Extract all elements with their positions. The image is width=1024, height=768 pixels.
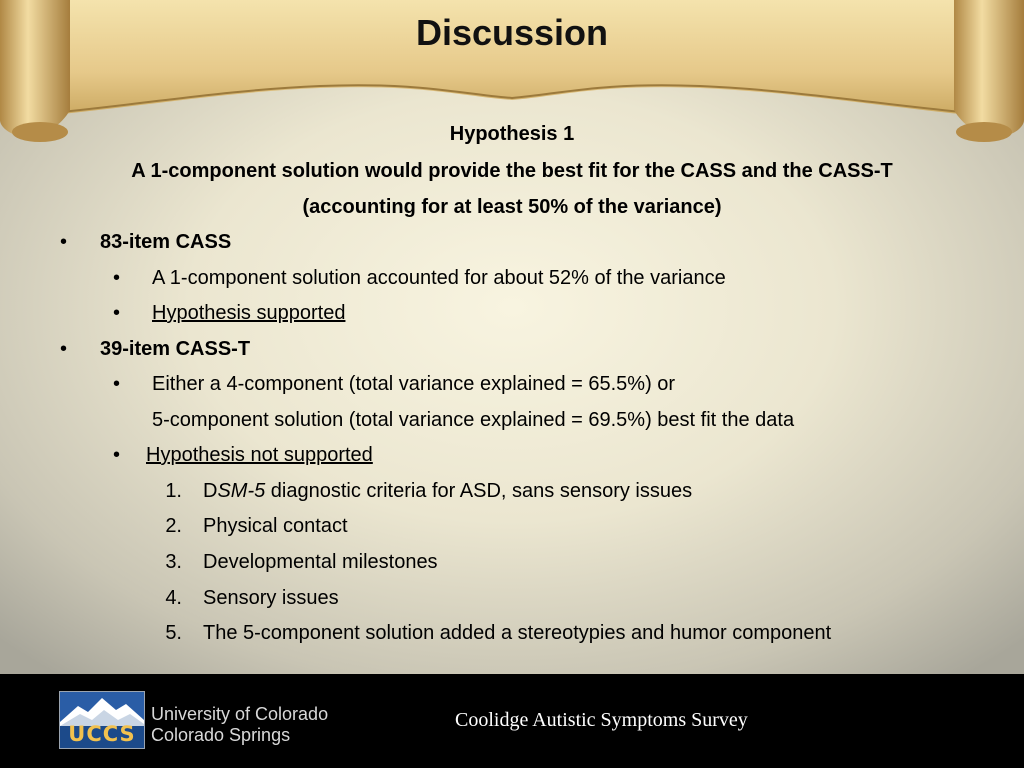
numbered-item-prefix: D xyxy=(203,480,218,502)
footer-bar xyxy=(0,674,1024,768)
dsm-5-italic: SM-5 xyxy=(217,480,266,502)
hypothesis-supported-text: Hypothesis supported xyxy=(152,302,346,324)
bullet-icon: • xyxy=(113,267,121,289)
section-label-cass: 83-item CASS xyxy=(100,231,232,253)
list-item-continuation: 5-component solution (total variance explained = 69.5%) best fit the data xyxy=(152,409,795,431)
list-item: Either a 4-component (total variance explained = 65.5%) or xyxy=(152,373,676,395)
list-number: 5. xyxy=(165,622,182,644)
slide-title: Discussion xyxy=(415,12,609,53)
list-number: 3. xyxy=(165,551,182,573)
bullet-icon: • xyxy=(60,231,68,253)
list-item: A 1-component solution accounted for about 52% of the variance xyxy=(152,267,726,289)
bullet-icon: • xyxy=(113,373,121,395)
list-number: 1. xyxy=(165,480,182,502)
hypothesis-statement-line-2: (accounting for at least 50% of the variance) xyxy=(302,196,722,218)
hypothesis-statement-line-1: A 1-component solution would provide the best fit for the CASS and the CASS-T xyxy=(131,160,893,182)
numbered-item: Developmental milestones xyxy=(203,551,438,573)
university-name-line-1: University of Colorado xyxy=(151,704,329,724)
numbered-item: The 5-component solution added a stereotypies and humor component xyxy=(203,622,832,644)
list-number: 2. xyxy=(165,515,182,537)
section-label-cass-t: 39-item CASS-T xyxy=(100,338,251,360)
mountain-icon xyxy=(60,692,144,726)
numbered-item: Physical contact xyxy=(203,515,348,537)
logo-text: UCCS xyxy=(68,722,136,746)
numbered-item xyxy=(203,480,692,503)
uccs-logo xyxy=(59,691,145,749)
survey-title: Coolidge Autistic Symptoms Survey xyxy=(455,709,748,731)
numbered-item: Sensory issues xyxy=(203,587,339,609)
numbered-item-text: diagnostic criteria for ASD, sans sensory issues xyxy=(265,480,693,502)
hypothesis-heading: Hypothesis 1 xyxy=(449,123,575,145)
hypothesis-not-supported-text: Hypothesis not supported xyxy=(146,444,373,466)
bullet-icon: • xyxy=(113,302,121,324)
bullet-icon: • xyxy=(60,338,68,360)
list-number: 4. xyxy=(165,587,182,609)
bullet-icon: • xyxy=(113,444,121,466)
university-name-line-2: Colorado Springs xyxy=(151,725,291,745)
